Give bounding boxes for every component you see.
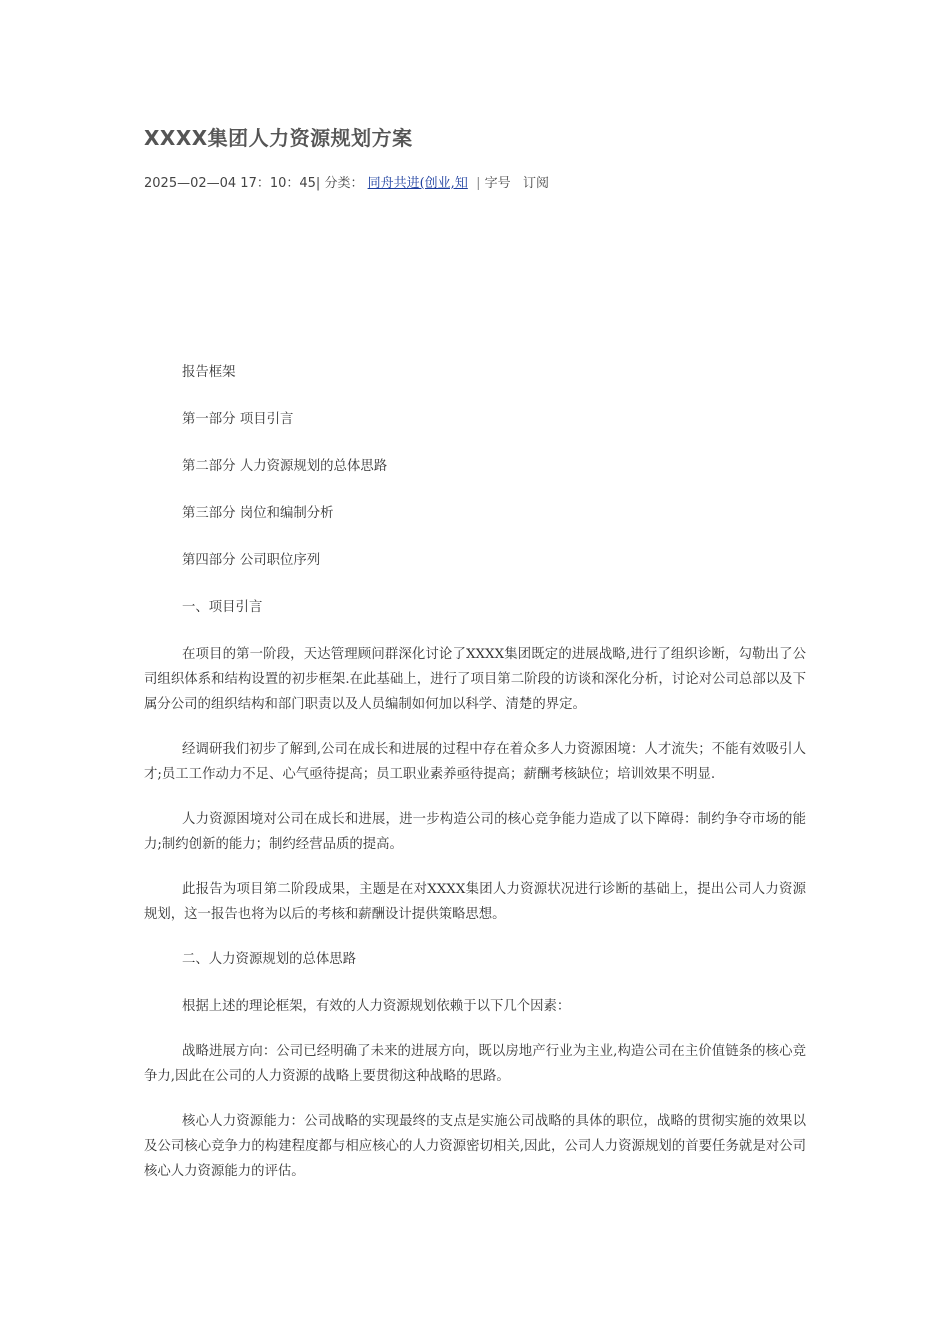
article-meta [144,175,549,193]
section1-paragraph: 此报告为项目第二阶段成果，主题是在对XXXX集团人力资源状况进行诊断的基础上，提出公司人力资源规划，这一报告也将为以后的考核和薪酬设计提供策略思想。 [144,882,806,922]
section1-paragraph: 在项目的第一阶段，天达管理顾问群深化讨论了XXXX集团既定的进展战略,进行了组织诊断，勾勒出了公司组织体系和结构设置的初步框架.在此基础上，进行了项目第二阶段的访谈和深化分析，讨论对公司总部以及下属分公司的组织结构和部门职责以及人员编制如何加以科学、清楚的界定。 [144,647,806,712]
section2-paragraph: 战略进展方向：公司已经明确了未来的进展方向，既以房地产行业为主业,构造公司在主价值链条的核心竞争力,因此在公司的人力资源的战略上要贯彻这种战略的思路。 [144,1044,806,1084]
section1-paragraph: 人力资源困境对公司在成长和进展，进一步构造公司的核心竞争能力造成了以下障碍：制约争夺市场的能力;制约创新的能力；制约经营品质的提高。 [144,812,806,852]
subscribe-button[interactable]: 订阅 [523,176,550,191]
font-size-button[interactable]: 字号 [484,176,511,191]
section2-paragraph: 根据上述的理论框架，有效的人力资源规划依赖于以下几个因素： [182,999,571,1014]
post-date: 2025—02—04 17：10：45| [144,176,321,191]
toc-item-part3: 第三部分 岗位和编制分析 [182,506,334,521]
toc-item-part4: 第四部分 公司职位序列 [182,553,321,568]
section2-paragraph: 核心人力资源能力：公司战略的实现最终的支点是实施公司战略的具体的职位，战略的贯彻实施的效果以及公司核心竞争力的构建程度都与相应核心的人力资源密切相关,因此，公司人力资源规划的首要任务就是对公司核心人力资源能力的评估。 [144,1114,806,1179]
section1-heading: 一、项目引言 [182,600,263,615]
page-title: XXXX集团人力资源规划方案 [144,126,413,150]
toc-item-part1: 第一部分 项目引言 [182,412,294,427]
article-body [144,360,806,1204]
toc-item-part2: 第二部分 人力资源规划的总体思路 [182,459,388,474]
section2-heading: 二、人力资源规划的总体思路 [182,952,357,967]
category-link[interactable]: 同舟共进(创业,知 [367,176,468,191]
section1-paragraph: 经调研我们初步了解到,公司在成长和进展的过程中存在着众多人力资源困境：人才流失；不能有效吸引人才;员工工作动力不足、心气亟待提高；员工职业素养亟待提高；薪酬考核缺位；培训效果不明显. [144,742,806,782]
toc-heading: 报告框架 [182,365,236,380]
meta-separator: | [476,176,481,191]
category-label: 分类： [324,176,364,191]
